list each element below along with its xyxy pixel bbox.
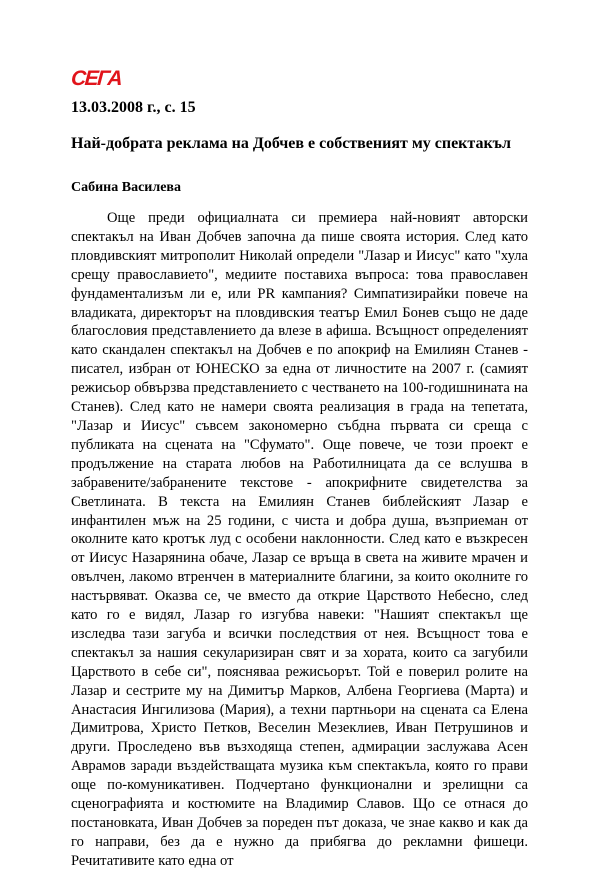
publication-date-page: 13.03.2008 г., с. 15 xyxy=(71,99,196,116)
article-title: Най-добрата реклама на Добчев е собственият му спектакъл xyxy=(71,135,511,152)
newspaper-logo: СЕГА xyxy=(70,67,123,90)
article-body: Още преди официалната си премиера най-новият авторски спектакъл на Иван Добчев започна да пише своята история. След като пловдивският митрополит Николай определи "Лазар и Иисус" като "хула срещу православието", медиите поставиха въпроса: това православен фундаментализъм ли е, или PR кампания? Симпатизирайки повече на владиката, директорът на пловдивския театър Емил Бонев също не даде благословия представлението да влезе в афиша. Всъщност определеният като скандален спектакъл на Добчев е по апокриф на Емилиян Станев - писател, избран от ЮНЕСКО за една от личностите на 2007 г. (самият режисьор обвързва представлението с честването на 100-годишнината на Станев). След като не намери своята реализация в града на тепетата, "Лазар и Иисус" съвсем закономерно събдна първата си среща с публиката на сцената на "Сфумато". Още повече, че този проект е продължение на старата любов на Работилницата да се вслушва в забравените/забранените текстове - апокрифните свидетелства за Светлината. В текста на Емилиян Станев библейският Лазар е инфантилен мъж на 25 години, с чиста и добра душа, възприеман от околните като кротък луд с особени наклонности. След като е възкресен от Иисус Назарянина обаче, Лазар се връща в света на живите мрачен и овълчен, лакомо втренчен в материалните благини, за които околните го настървяват. Оказва се, че вместо да открие Царството Небесно, след като го е видял, Лазар го изгубва навеки: "Нашият спектакъл ще изследва тази загуба и всички последствия от нея. Всъщност това е спектакъл за нашия секуларизиран свят и за хората, които са загубили Царството в себе си", поясняваа режисьорът. Той е поверил ролите на Лазар и сестрите му на Димитър Марков, Албена Георгиева (Марта) и Анастасия Ингилизова (Мария), а техни партньори на сцената са Елена Димитрова, Христо Петков, Веселин Мезеклиев, Иван Петрушинов и други. Проследено във възходяща степен, адмирации заслужава Асен Аврамов заради въздействащата музика към спектакъла, която го прави още по-комуникативен. Подчертано функционални и зрелищни са сценографията и костюмите на Владимир Славов. Що се отнася до постановката, Иван Добчев за пореден път доказа, че знае какво и как да го направи, без да е нужно да прибягва до рекламни фишеци. Речитативите като една от xyxy=(71,210,528,869)
article-author: Сабина Василева xyxy=(71,180,181,195)
